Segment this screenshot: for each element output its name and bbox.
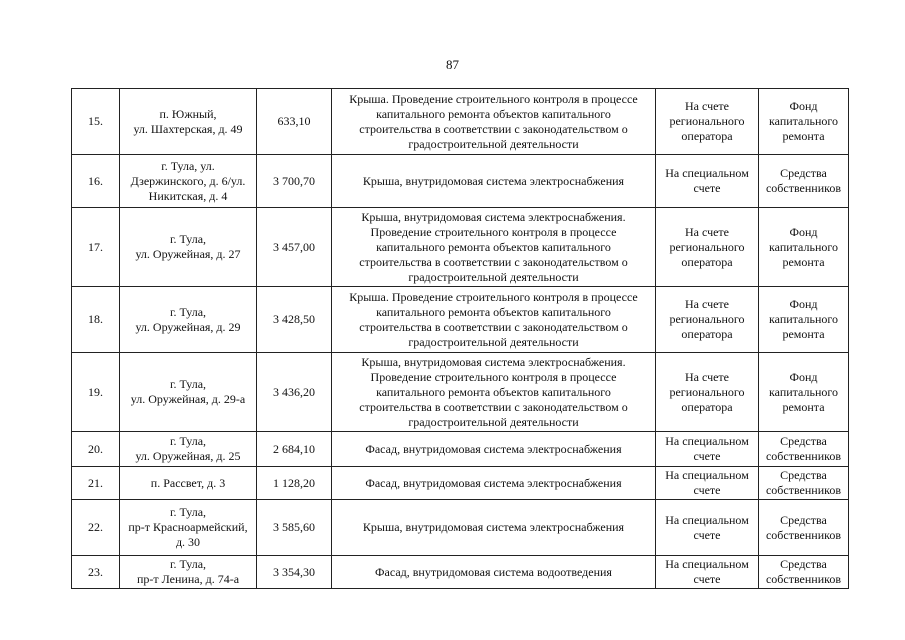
- address-cell-line: ул. Оружейная, д. 29: [135, 319, 241, 334]
- fund-cell-line: Средства: [780, 468, 827, 482]
- account-cell-line: регионального: [669, 384, 745, 399]
- works-cell-line: градостроительной деятельности: [408, 136, 579, 151]
- row-number: 21.: [72, 467, 120, 500]
- account-cell: [656, 287, 759, 353]
- table-row: [72, 89, 849, 155]
- address-cell: [120, 432, 257, 467]
- table-row: [72, 208, 849, 287]
- address-cell-line: ул. Оружейная, д. 27: [135, 247, 241, 261]
- account-cell-line: На счете: [684, 297, 729, 311]
- fund-cell-line: собственников: [765, 449, 842, 463]
- fund-cell: [759, 155, 849, 208]
- table-body: [72, 89, 849, 589]
- fund-cell: [759, 500, 849, 556]
- address-cell-line: п. Южный,: [159, 106, 217, 121]
- account-cell-line: оператора: [681, 129, 733, 143]
- area-cell: 1 128,20: [257, 467, 332, 500]
- fund-cell-line: Средства: [780, 512, 827, 527]
- fund-cell-line: Средства: [780, 557, 827, 571]
- address-cell-line: п. Рассвет, д. 3: [150, 475, 226, 490]
- table-row: [72, 287, 849, 353]
- fund-cell-line: ремонта: [782, 254, 825, 269]
- account-cell-line: На специальном: [665, 166, 749, 180]
- works-cell-line: капитального ремонта объектов капитального: [376, 384, 611, 399]
- address-cell: [120, 208, 257, 287]
- account-cell: [656, 353, 759, 432]
- address-cell-line: г. Тула,: [169, 434, 207, 448]
- account-cell-line: счете: [693, 449, 721, 463]
- row-number: 22.: [72, 500, 120, 556]
- account-cell-line: оператора: [681, 399, 733, 414]
- fund-cell-line: капитального: [769, 384, 838, 399]
- works-cell-line: капитального ремонта объектов капитального: [376, 304, 611, 319]
- area-cell: 3 700,70: [257, 155, 332, 208]
- works-cell-line: Крыша, внутридомовая система электроснабжения: [362, 173, 625, 188]
- works-cell-line: Крыша. Проведение строительного контроля в процессе: [349, 91, 638, 106]
- account-cell: [656, 89, 759, 155]
- address-cell-line: г. Тула,: [169, 232, 207, 246]
- account-cell-line: счете: [693, 483, 721, 497]
- works-cell-line: капитального ремонта объектов капитального: [376, 106, 611, 121]
- address-cell-line: г. Тула,: [169, 505, 207, 519]
- works-cell: [332, 287, 656, 353]
- fund-cell-line: собственников: [765, 181, 842, 195]
- row-number: 18.: [72, 287, 120, 353]
- address-cell: [120, 467, 257, 500]
- fund-cell-line: ремонта: [782, 399, 825, 414]
- row-number: 23.: [72, 556, 120, 589]
- works-cell: [332, 467, 656, 500]
- works-cell: [332, 432, 656, 467]
- works-cell-line: Крыша, внутридомовая система электроснабжения.: [361, 354, 626, 369]
- fund-cell-line: Средства: [780, 166, 827, 180]
- account-cell-line: счете: [693, 572, 721, 586]
- fund-cell-line: собственников: [765, 483, 842, 497]
- page-number: 87: [446, 57, 459, 72]
- account-cell-line: оператора: [681, 254, 733, 269]
- table-row: [72, 467, 849, 500]
- fund-cell-line: собственников: [765, 527, 842, 542]
- account-cell-line: регионального: [669, 239, 745, 254]
- row-number: 17.: [72, 208, 120, 287]
- row-number: 15.: [72, 89, 120, 155]
- works-cell-line: Крыша. Проведение строительного контроля в процессе: [349, 289, 638, 304]
- account-cell-line: На специальном: [665, 557, 749, 571]
- works-cell-line: строительства в соответствии с законодательством о: [359, 319, 628, 334]
- fund-cell-line: собственников: [765, 572, 842, 586]
- row-number: 16.: [72, 155, 120, 208]
- address-cell-line: д. 30: [175, 535, 201, 549]
- address-cell-line: ул. Оружейная, д. 25: [135, 449, 241, 463]
- fund-cell: [759, 353, 849, 432]
- row-number: 20.: [72, 432, 120, 467]
- account-cell-line: регионального: [669, 114, 745, 128]
- address-cell: [120, 89, 257, 155]
- fund-cell: [759, 208, 849, 287]
- account-cell: [656, 500, 759, 556]
- area-cell: 633,10: [257, 89, 332, 155]
- fund-cell-line: капитального: [769, 312, 838, 326]
- area-cell: 3 354,30: [257, 556, 332, 589]
- table-row: [72, 556, 849, 589]
- fund-cell: [759, 556, 849, 589]
- works-cell-line: Проведение строительного контроля в процессе: [370, 369, 617, 384]
- fund-cell: [759, 467, 849, 500]
- account-cell-line: На специальном: [665, 512, 749, 527]
- area-cell: 3 436,20: [257, 353, 332, 432]
- account-cell-line: На специальном: [665, 468, 749, 482]
- table-row: [72, 432, 849, 467]
- address-cell-line: ул. Оружейная, д. 29-а: [130, 392, 246, 406]
- fund-cell-line: Средства: [780, 434, 827, 448]
- works-cell: [332, 500, 656, 556]
- address-cell: [120, 353, 257, 432]
- account-cell: [656, 432, 759, 467]
- fund-cell-line: ремонта: [782, 327, 825, 341]
- works-cell-line: градостроительной деятельности: [408, 334, 579, 349]
- table-row: [72, 353, 849, 432]
- table-row: [72, 155, 849, 208]
- account-cell: [656, 208, 759, 287]
- works-cell-line: Фасад, внутридомовая система электроснабжения: [365, 441, 622, 456]
- address-cell: [120, 556, 257, 589]
- fund-cell-line: Фонд: [789, 224, 818, 239]
- account-cell: [656, 155, 759, 208]
- account-cell-line: регионального: [669, 312, 745, 326]
- account-cell-line: На счете: [684, 99, 729, 113]
- row-number: 19.: [72, 353, 120, 432]
- address-cell-line: г. Тула, ул.: [161, 158, 215, 173]
- area-cell: 2 684,10: [257, 432, 332, 467]
- table-row: [72, 500, 849, 556]
- works-cell: [332, 89, 656, 155]
- account-cell-line: На специальном: [665, 434, 749, 448]
- fund-cell-line: ремонта: [782, 129, 825, 143]
- address-cell: [120, 287, 257, 353]
- account-cell-line: На счете: [684, 224, 729, 239]
- address-cell-line: Никитская, д. 4: [148, 188, 228, 203]
- address-cell-line: пр-т Красноармейский,: [128, 520, 248, 534]
- works-cell-line: капитального ремонта объектов капитального: [376, 239, 611, 254]
- account-cell: [656, 467, 759, 500]
- works-cell: [332, 556, 656, 589]
- works-cell-line: строительства в соответствии с законодательством о: [359, 399, 628, 414]
- fund-cell-line: Фонд: [789, 297, 818, 311]
- works-cell-line: Фасад, внутридомовая система электроснабжения: [365, 475, 622, 490]
- works-cell: [332, 155, 656, 208]
- fund-cell: [759, 432, 849, 467]
- works-cell-line: Фасад, внутридомовая система водоотведения: [375, 564, 612, 579]
- address-cell-line: ул. Шахтерская, д. 49: [133, 121, 243, 136]
- repair-register-table: [71, 88, 849, 589]
- account-cell-line: счете: [693, 181, 721, 195]
- works-cell-line: Крыша, внутридомовая система электроснабжения: [362, 520, 625, 534]
- fund-cell-line: капитального: [769, 114, 838, 128]
- fund-cell-line: Фонд: [789, 369, 818, 384]
- works-cell: [332, 208, 656, 287]
- area-cell: 3 428,50: [257, 287, 332, 353]
- works-cell-line: строительства в соответствии с законодательством о: [359, 121, 628, 136]
- account-cell-line: счете: [693, 527, 721, 542]
- fund-cell-line: капитального: [769, 239, 838, 254]
- works-cell: [332, 353, 656, 432]
- works-cell-line: градостроительной деятельности: [408, 269, 579, 284]
- address-cell-line: Дзержинского, д. 6/ул.: [130, 173, 246, 188]
- fund-cell-line: Фонд: [789, 99, 818, 113]
- account-cell: [656, 556, 759, 589]
- area-cell: 3 457,00: [257, 208, 332, 287]
- fund-cell: [759, 287, 849, 353]
- area-cell: 3 585,60: [257, 500, 332, 556]
- fund-cell: [759, 89, 849, 155]
- address-cell: [120, 500, 257, 556]
- address-cell: [120, 155, 257, 208]
- address-cell-line: г. Тула,: [169, 304, 207, 319]
- address-cell-line: г. Тула,: [169, 557, 207, 571]
- works-cell-line: Крыша, внутридомовая система электроснабжения.: [361, 209, 626, 224]
- works-cell-line: Проведение строительного контроля в процессе: [370, 224, 617, 239]
- address-cell-line: пр-т Ленина, д. 74-а: [136, 572, 240, 586]
- address-cell-line: г. Тула,: [169, 377, 207, 391]
- account-cell-line: На счете: [684, 369, 729, 384]
- works-cell-line: строительства в соответствии с законодательством о: [359, 254, 628, 269]
- account-cell-line: оператора: [681, 327, 733, 341]
- works-cell-line: градостроительной деятельности: [408, 414, 579, 429]
